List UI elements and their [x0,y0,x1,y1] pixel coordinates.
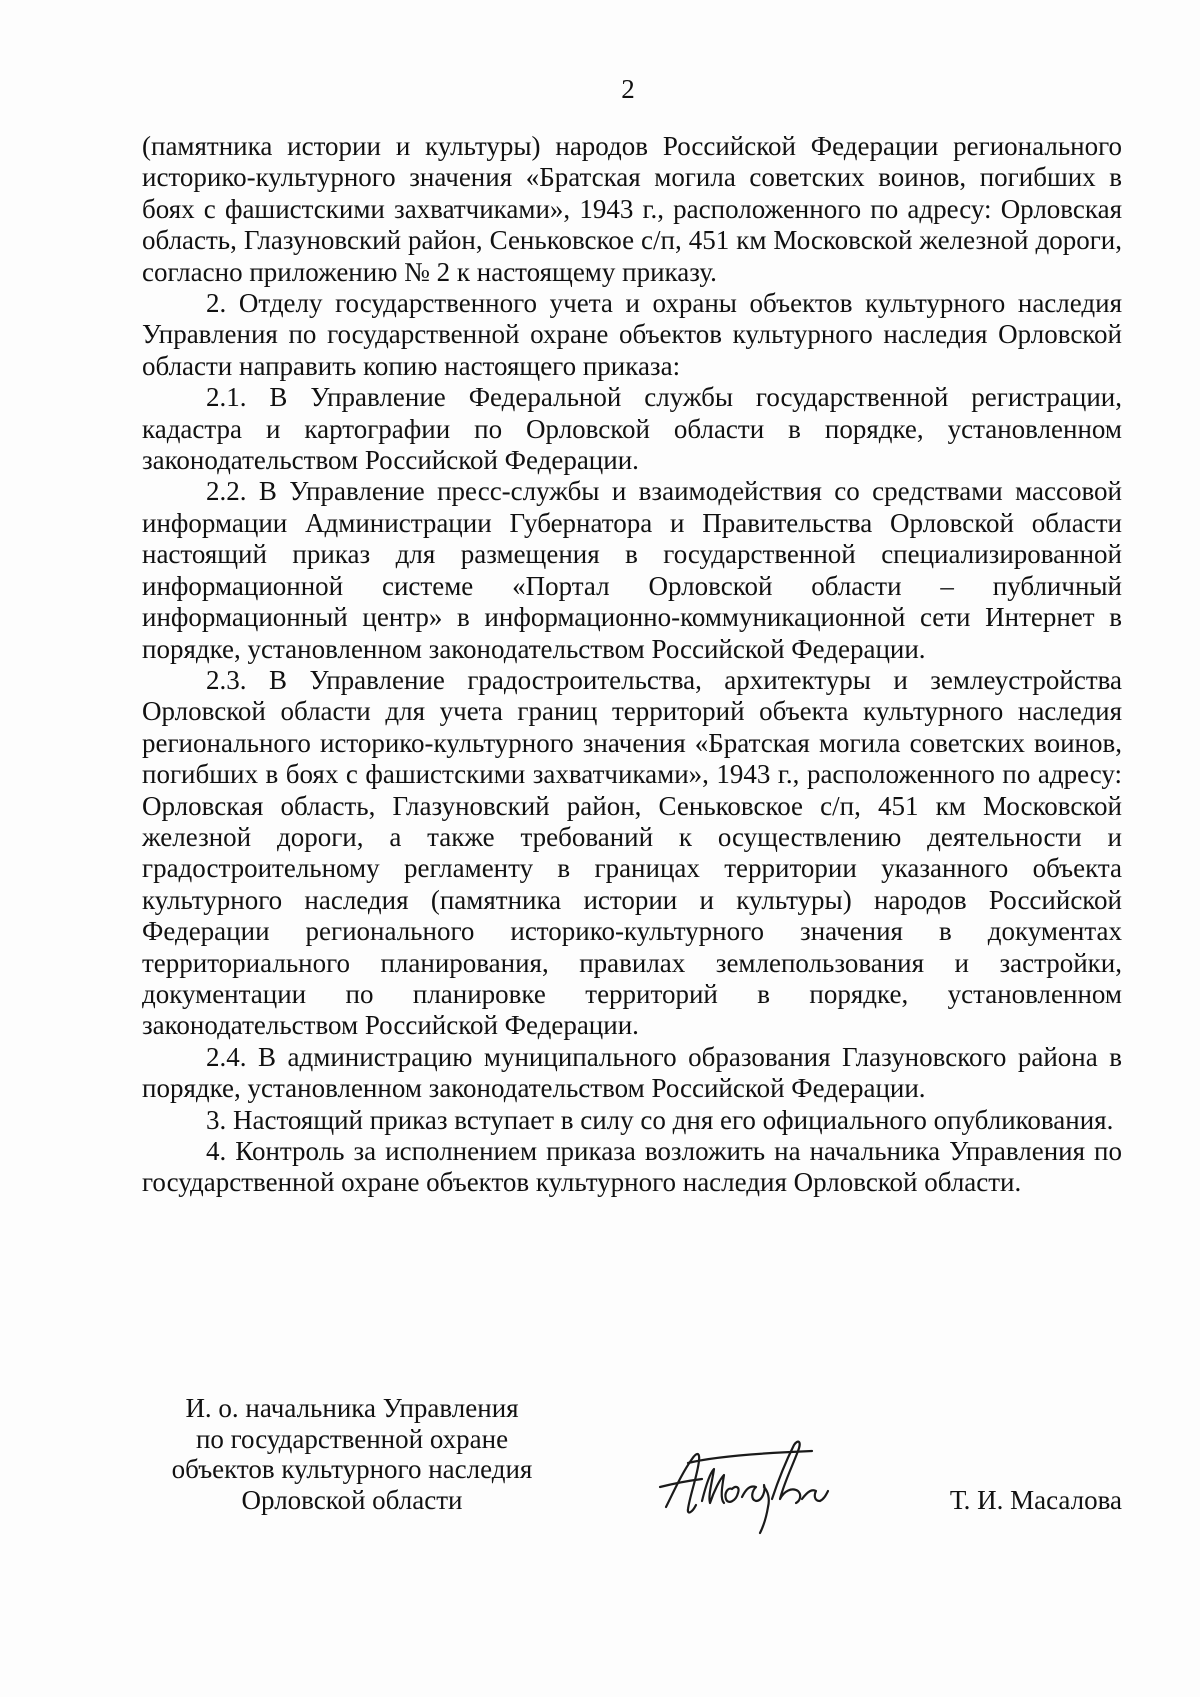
paragraph-item-2-2: 2.2. В Управление пресс-службы и взаимодействия со средствами массовой информации Администрации Губернатора и Правительства Орловской области настоящий приказ для размещения в государственной специализированной информационной системе «Портал Орловской области – публичный информационный центр» в информационно-коммуникационной сети Интернет в порядке, установленном законодательством Российской Федерации. [142,476,1122,664]
signature-block [142,1393,1122,1543]
paragraph-item-2: 2. Отделу государственного учета и охраны объектов культурного наследия Управления по государственной охране объектов культурного наследия Орловской области направить копию настоящего приказа: [142,288,1122,381]
paragraph-item-2-1: 2.1. В Управление Федеральной службы государственной регистрации, кадастра и картографии по Орловской области в порядке, установленном законодательством Российской Федерации. [142,382,1122,476]
signer-title-line: объектов культурного наследия [171,1454,533,1484]
signer-title-line: по государственной охране [195,1423,509,1454]
signer-name: Т. И. Масалова [949,1485,1122,1515]
paragraph-item-2-3: 2.3. В Управление градостроительства, архитектуры и землеустройства Орловской области для учета границ территорий объекта культурного наследия регионального историко-культурного значения «Братская могила советских воинов, погибших в боях с фашистскими захватчиками», 1943 г., расположенного по адресу: Орловская область, Глазуновский район, Сеньковское с/п, 451 км Московской железной дороги, а также требований к осуществлению деятельности и градостроительному регламенту в границах территории указанного объекта культурного наследия (памятника истории и культуры) народов Российской Федерации регионального историко-культурного значения в документах территориального планирования, правилах землепользования и застройки, документации по планировке территорий в порядке, установленном законодательством Российской Федерации. [142,664,1122,1041]
page-number: 2 [621,74,635,104]
document-body [142,131,1122,1199]
handwritten-signature [652,1429,862,1539]
paragraph-item-4: 4. Контроль за исполнением приказа возложить на начальника Управления по государственной охране объектов культурного наследия Орловской области. [142,1136,1122,1198]
paragraph-item-3: 3. Настоящий приказ вступает в силу со дня его официального опубликования. [206,1104,1114,1135]
paragraph-continuation: (памятника истории и культуры) народов Российской Федерации регионального историко-культурного значения «Братская могила советских воинов, погибших в боях с фашистскими захватчиками», 1943 г., расположенного по адресу: Орловская область, Глазуновский район, Сеньковское с/п, 451 км Московской железной дороги, согласно приложению № 2 к настоящему приказу. [142,131,1122,287]
signer-title-line: Орловской области [241,1484,463,1515]
signer-title-line: И. о. начальника Управления [185,1393,519,1423]
signer-title [142,1393,562,1515]
paragraph-item-2-4: 2.4. В администрацию муниципального образования Глазуновского района в порядке, установленном законодательством Российской Федерации. [142,1041,1122,1104]
